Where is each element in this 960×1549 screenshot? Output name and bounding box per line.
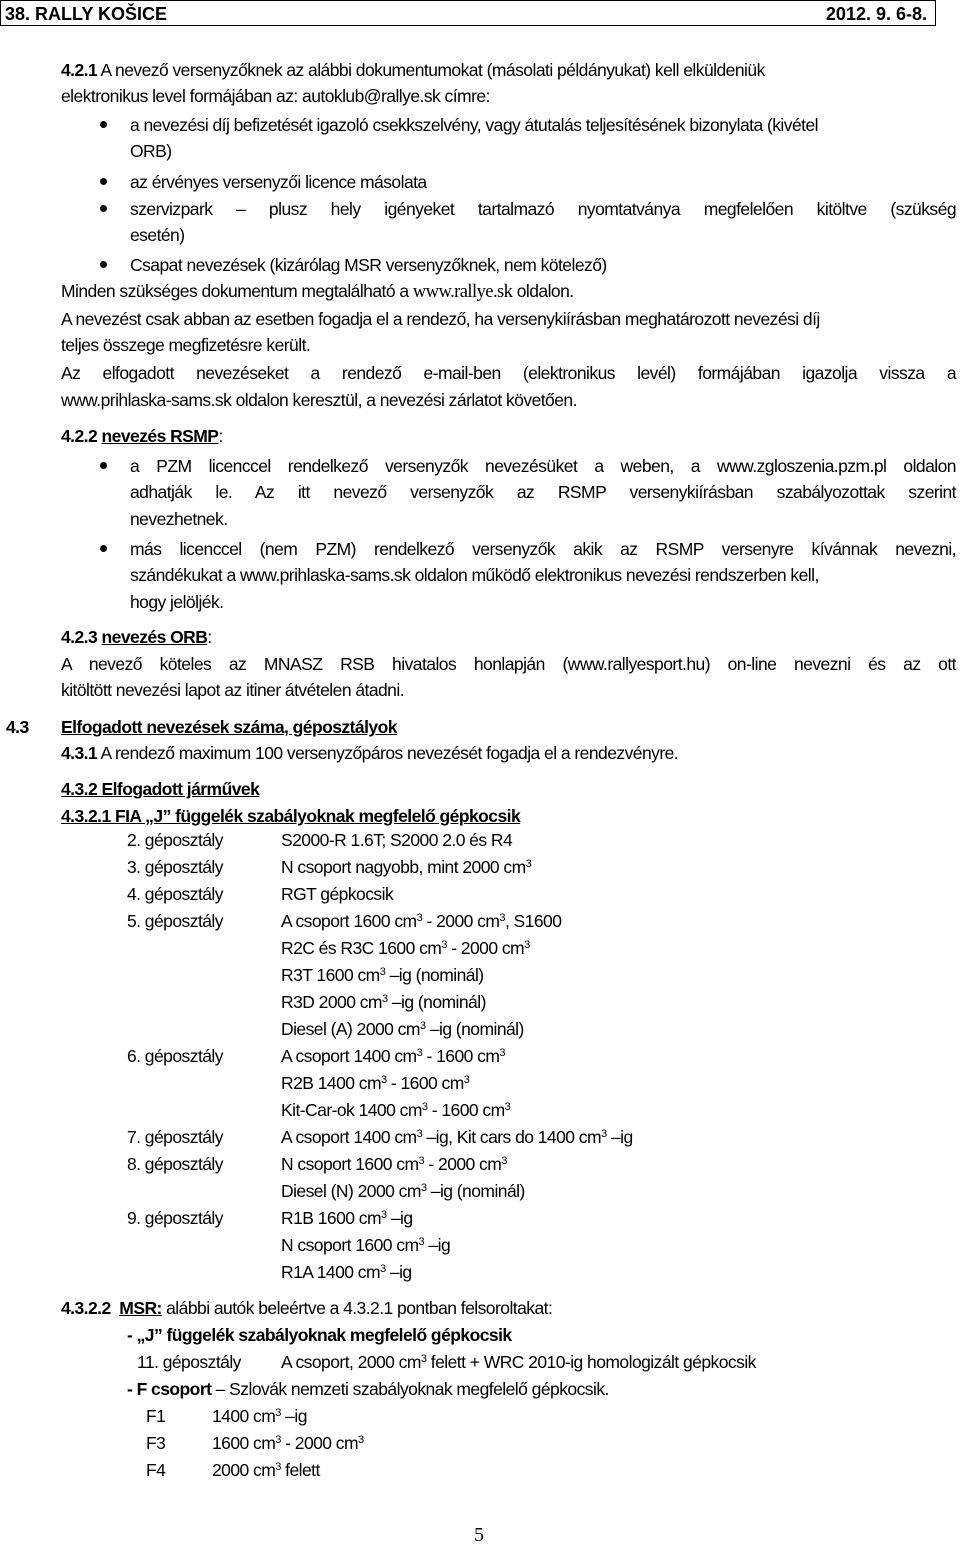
s432-title: 4.3.2 Elfogadott járművek (61, 779, 260, 799)
s421-number: 4.2.1 (61, 60, 98, 80)
class-spec-text: –ig (385, 1262, 412, 1282)
s422-number: 4.2.2 (61, 426, 98, 446)
class-label: 4. géposztály (127, 884, 223, 904)
class-spec-text: –ig (424, 1235, 451, 1255)
f-class-label: F4 (146, 1460, 166, 1480)
f-class-label: F3 (146, 1433, 166, 1453)
sup: 3 (419, 1020, 426, 1032)
class-spec-text: –ig (nominál) (385, 965, 484, 985)
s421-para1-line1: A nevezést csak abban az esetben fogadja el a rendező, ha versenykiírásban meghatározott nevezési díj (61, 309, 820, 329)
sup: 3 (499, 912, 505, 924)
s421-para1-line2: teljes összege megfizetésre került. (61, 335, 311, 355)
class-spec-text: –ig (nominál) (387, 992, 486, 1012)
class-spec (281, 1018, 524, 1040)
bullet-icon (100, 545, 107, 552)
class-spec-text: N csoport 1600 cm (281, 1154, 419, 1174)
s422-title: nevezés RSMP (101, 426, 219, 446)
class-spec-text: , S1600 (504, 911, 562, 931)
sup: 3 (380, 1209, 387, 1221)
event-date: 2012. 9. 6-8. (825, 4, 927, 24)
s421-bullet3-line1: szervizpark – plusz hely igényeket tartalmazó nyomtatványa megfelelően kitöltve (szükség (130, 199, 956, 219)
class-spec-text: R3D 2000 cm (281, 992, 382, 1012)
s421-line1 (61, 59, 956, 81)
bullet-icon (100, 462, 107, 469)
sup: 3 (601, 1128, 607, 1140)
class-spec-text: - 2000 cm (446, 938, 525, 958)
sup: 3 (525, 858, 532, 870)
sup: 3 (416, 1128, 423, 1140)
f-group-line (127, 1378, 609, 1400)
class-spec (281, 937, 530, 959)
sup: 3 (358, 1434, 364, 1446)
sup: 3 (421, 1101, 428, 1113)
f-class-spec (212, 1432, 364, 1454)
page-number: 5 (474, 1524, 484, 1546)
class-spec (281, 910, 561, 932)
s422-heading (61, 425, 223, 447)
f-class-spec (212, 1405, 307, 1427)
class-label: 8. géposztály (127, 1154, 223, 1174)
class-spec-text: –ig, Kit cars do 1400 cm (422, 1127, 602, 1147)
sup: 3 (416, 1047, 423, 1059)
class-label: 2. géposztály (127, 830, 223, 850)
sup: 3 (275, 1461, 281, 1473)
class-spec-text: –ig (nominál) (425, 1019, 524, 1039)
class-spec (281, 991, 486, 1013)
class-11-text: A csoport, 2000 cm (281, 1352, 421, 1372)
class-spec-text: - 2000 cm (424, 1154, 502, 1174)
s421-para2-line2: www.prihlaska-sams.sk oldalon keresztül, a nevezési zárlatot követően. (61, 390, 577, 410)
class-spec-text: A csoport 1600 cm (281, 911, 417, 931)
s421-text1: A nevező versenyzőknek az alábbi dokumentumokat (másolati példányukat) kell elküldeniük (100, 60, 765, 80)
class-spec-text: –ig (nominál) (426, 1181, 525, 1201)
class-label: 9. géposztály (127, 1208, 223, 1228)
f-group-title: - F csoport (127, 1379, 212, 1399)
class-spec-text: –ig (386, 1208, 413, 1228)
sup: 3 (379, 966, 386, 978)
s431-number: 4.3.1 (61, 743, 98, 763)
class-spec (281, 1153, 507, 1175)
s423-title: nevezés ORB (101, 627, 208, 647)
s421-para2-line1: Az elfogadott nevezéseket a rendező e-mail-ben (elektronikus levél) formájában igazolja vissza a (61, 363, 956, 383)
s423-heading (61, 626, 212, 648)
sup: 3 (418, 1236, 425, 1248)
s423-line2: kitöltött nevezési lapot az itiner átvételen átadni. (61, 680, 405, 700)
bullet-icon (100, 178, 107, 185)
bullet-icon (100, 121, 107, 128)
s4321-title: 4.3.2.1 FIA „J” függelék szabályoknak megfelelő gépkocsik (61, 806, 521, 826)
page-header (0, 0, 936, 26)
rallye-link[interactable]: www.rallye.sk (412, 282, 513, 302)
s421-bullet1-line2: ORB) (130, 141, 172, 161)
s423-colon: : (207, 627, 212, 647)
class-spec (281, 856, 531, 878)
class-spec-text: - 1600 cm (427, 1100, 505, 1120)
class-spec-text: R2B 1400 cm (281, 1073, 381, 1093)
class-spec (281, 883, 393, 905)
sup: 3 (420, 1353, 427, 1365)
class-label: 7. géposztály (127, 1127, 223, 1147)
class-11-text-end: felett + WRC 2010-ig homologizált gépkocsik (426, 1352, 756, 1372)
sup: 3 (463, 1074, 470, 1086)
bullet-icon (100, 205, 107, 212)
class-spec-text: S2000-R 1.6T; S2000 2.0 és R4 (281, 830, 513, 850)
sup: 3 (418, 1155, 425, 1167)
class-spec-text: R1A 1400 cm (281, 1262, 381, 1282)
s421-bullet1-line1: a nevezési díj befizetését igazoló csekkszelvény, vagy átutalás teljesítésének bizonylata (kivétel (130, 115, 818, 135)
class-spec-text: –ig (606, 1127, 633, 1147)
s431-line (61, 742, 678, 764)
s422-b2-line2: szándékukat a www.prihlaska-sams.sk oldalon működő elektronikus nevezési rendszerben kell, (130, 565, 819, 585)
class-spec-text: R1B 1600 cm (281, 1208, 381, 1228)
event-title: 38. RALLY KOŠICE (5, 4, 168, 24)
class-label: 3. géposztály (127, 857, 223, 877)
s422-b1-line3: nevezhetnek. (130, 509, 228, 529)
f-class-spec-text: - 2000 cm (280, 1433, 359, 1453)
s4322-line (61, 1297, 552, 1319)
class-spec-text: Diesel (A) 2000 cm (281, 1019, 420, 1039)
s421-bullet4: Csapat nevezések (kizárólag MSR versenyzőknek, nem kötelező) (130, 255, 607, 275)
f-class-spec-text: felett (280, 1460, 320, 1480)
class-spec-text: RGT gépkocsik (281, 884, 394, 904)
class-spec-text: A csoport 1400 cm (281, 1127, 417, 1147)
class-spec (281, 1207, 413, 1229)
class-spec (281, 1261, 412, 1283)
s422-b1-line1: a PZM licenccel rendelkező versenyzők nevezésüket a weben, a www.zgloszenia.pzm.pl oldalon (130, 456, 956, 476)
s421-bullet2: az érvényes versenyzői licence másolata (130, 172, 427, 192)
s423-line1: A nevező köteles az MNASZ RSB hivatalos honlapján (www.rallyesport.hu) on-line nevezni és az ott (61, 654, 956, 674)
class-11-desc (281, 1351, 756, 1373)
class-spec (281, 1099, 510, 1121)
s422-b1-line2: adhatják le. Az itt nevező versenyzők az RSMP versenykiírásban szabályozottak szerint (130, 482, 956, 502)
f-class-label: F1 (146, 1406, 166, 1426)
s43-title: Elfogadott nevezések száma, géposztályok (61, 717, 397, 737)
class-spec-text: R3T 1600 cm (281, 965, 380, 985)
sup: 3 (416, 912, 423, 924)
sup: 3 (381, 993, 388, 1005)
sup: 3 (380, 1263, 386, 1275)
s431-text: A rendező maximum 100 versenyzőpáros nevezését fogadja el a rendezvényre. (100, 743, 679, 763)
s43-number: 4.3 (6, 717, 29, 737)
f-class-spec-text: 1400 cm (212, 1406, 276, 1426)
s422-b2-line1: más licenccel (nem PZM) rendelkező versenyzők akik az RSMP versenyre kívánnak nevezni, (130, 539, 956, 559)
class-spec-text: Diesel (N) 2000 cm (281, 1181, 421, 1201)
sup: 3 (524, 939, 530, 951)
class-label: 6. géposztály (127, 1046, 223, 1066)
class-spec (281, 1072, 469, 1094)
class-spec-text: N csoport nagyobb, mint 2000 cm (281, 857, 526, 877)
docs-text: Minden szükséges dokumentum megtalálható a (61, 281, 413, 301)
f-group-text: – Szlovák nemzeti szabályoknak megfelelő gépkocsik. (211, 1379, 609, 1399)
s422-colon: : (218, 426, 223, 446)
sup: 3 (499, 1047, 505, 1059)
s4322-number: 4.3.2.2 (61, 1298, 111, 1318)
class-spec-text: A csoport 1400 cm (281, 1046, 417, 1066)
docs-text-end: oldalon. (512, 281, 574, 301)
s422-b2-line3: hogy jelöljék. (130, 592, 224, 612)
sup: 3 (380, 1074, 387, 1086)
class-spec (281, 1180, 525, 1202)
sup: 3 (501, 1155, 507, 1167)
class-label: 5. géposztály (127, 911, 223, 931)
s4322-text: alábbi autók beleértve a 4.3.2.1 pontban felsoroltakat: (161, 1298, 553, 1318)
sup: 3 (275, 1434, 281, 1446)
class-spec-text: - 1600 cm (386, 1073, 464, 1093)
s421-text2: elektronikus level formájában az: autoklub@rallye.sk címre: (61, 86, 490, 106)
s4322-title: MSR: (119, 1298, 162, 1318)
s421-docs-line (61, 280, 574, 303)
class-spec (281, 829, 512, 851)
class-spec-text: R2C és R3C 1600 cm (281, 938, 442, 958)
f-class-spec-text: 1600 cm (212, 1433, 276, 1453)
class-spec (281, 1234, 450, 1256)
class-spec-text: - 2000 cm (422, 911, 500, 931)
j-group-title: - „J” függelék szabályoknak megfelelő gépkocsik (127, 1325, 512, 1345)
class-spec-text: Kit-Car-ok 1400 cm (281, 1100, 422, 1120)
s423-number: 4.2.3 (61, 627, 98, 647)
class-spec (281, 1045, 505, 1067)
class-11-label: 11. géposztály (137, 1352, 241, 1372)
sup: 3 (441, 939, 447, 951)
f-class-spec-text: 2000 cm (212, 1460, 276, 1480)
sup: 3 (275, 1407, 281, 1419)
sup: 3 (504, 1101, 511, 1113)
class-spec-text: N csoport 1600 cm (281, 1235, 419, 1255)
class-spec-text: - 1600 cm (422, 1046, 500, 1066)
f-class-spec-text: –ig (280, 1406, 307, 1426)
s421-bullet3-line2: esetén) (130, 225, 185, 245)
f-class-spec (212, 1459, 320, 1481)
class-spec (281, 1126, 633, 1148)
class-spec (281, 964, 484, 986)
sup: 3 (420, 1182, 427, 1194)
bullet-icon (100, 261, 107, 268)
